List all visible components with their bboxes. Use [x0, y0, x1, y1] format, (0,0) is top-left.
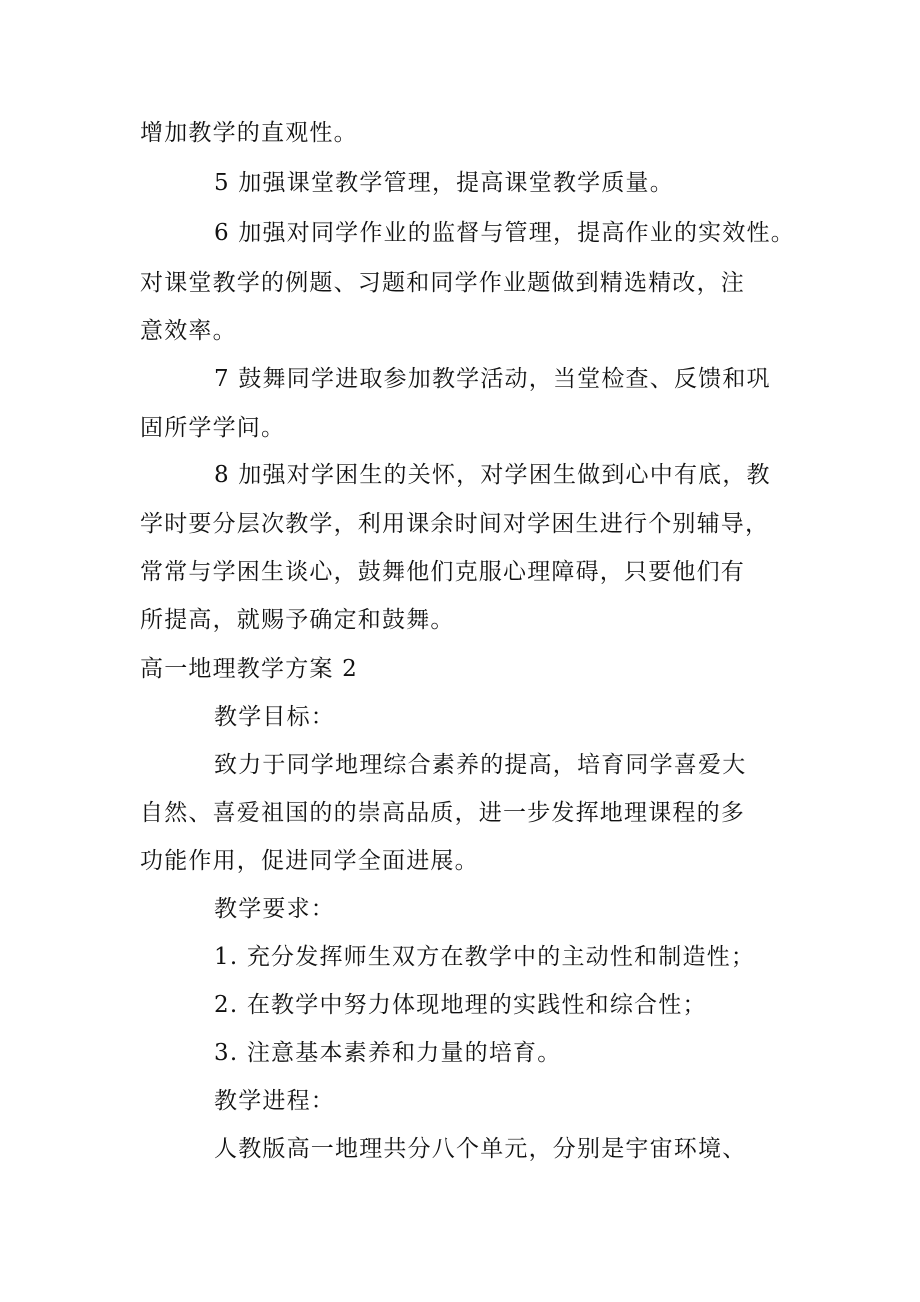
list-item: 3. 注意基本素养和力量的培育。	[214, 1040, 562, 1066]
text-line: 所提高，就赐予确定和鼓舞。	[140, 607, 455, 633]
text-line: 7 鼓舞同学进取参加教学活动，当堂检查、反馈和巩	[214, 366, 771, 392]
text-line: 自然、喜爱祖国的的崇高品质，进一步发挥地理课程的多	[140, 800, 745, 826]
text-line: 固所学学问。	[140, 415, 286, 441]
text-line: 学时要分层次教学，利用课余时间对学困生进行个别辅导，	[140, 511, 770, 537]
list-item: 2. 在教学中努力体现地理的实践性和综合性；	[214, 992, 707, 1018]
text-line: 对课堂教学的例题、习题和同学作业题做到精选精改，注	[140, 270, 745, 296]
text-line: 6 加强对同学作业的监督与管理，提高作业的实效性。	[214, 220, 795, 246]
subheading-requirements: 教学要求：	[214, 896, 335, 922]
text-line: 意效率。	[140, 318, 237, 344]
text-line: 人教版高一地理共分八个单元，分别是宇宙环境、	[214, 1136, 747, 1162]
list-item: 1. 充分发挥师生双方在教学中的主动性和制造性；	[214, 944, 756, 970]
text-line: 常常与学困生谈心，鼓舞他们克服心理障碍，只要他们有	[140, 559, 745, 585]
text-line: 致力于同学地理综合素养的提高，培育同学喜爱大	[214, 752, 747, 778]
text-line: 功能作用，促进同学全面进展。	[140, 848, 479, 874]
text-line: 增加教学的直观性。	[140, 120, 358, 146]
section-heading: 高一地理教学方案 2	[140, 656, 358, 682]
subheading-objectives: 教学目标：	[214, 704, 335, 730]
text-line: 5 加强课堂教学管理，提高课堂教学质量。	[214, 170, 674, 196]
subheading-progress: 教学进程：	[214, 1088, 335, 1114]
text-line: 8 加强对学困生的关怀，对学困生做到心中有底，教	[214, 462, 771, 488]
